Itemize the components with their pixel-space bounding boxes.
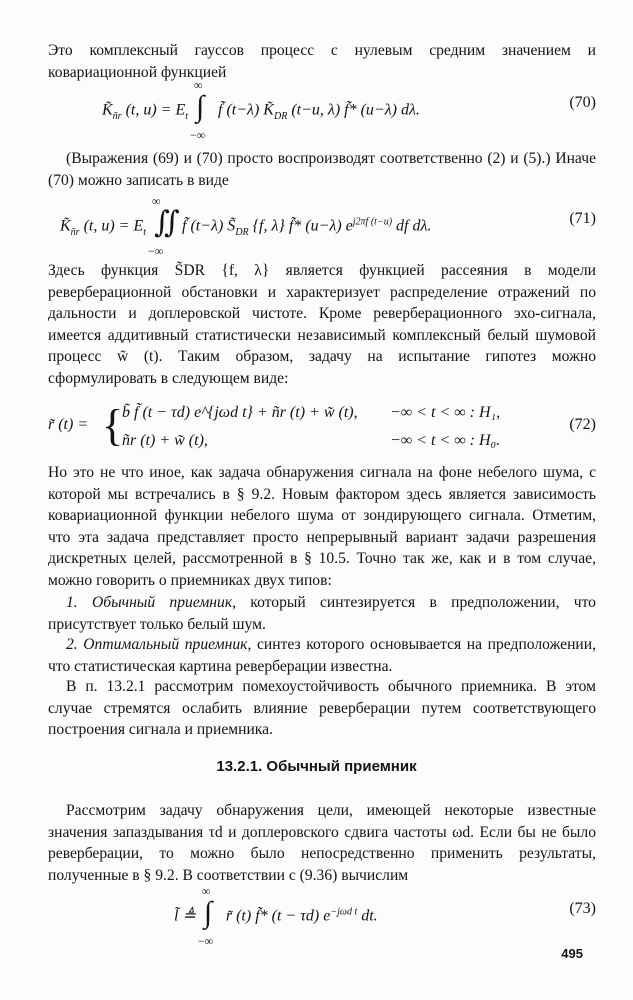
eq73-number: (73) [569, 900, 596, 917]
eq71-double-integral: ∞ ∬ −∞ [148, 194, 180, 258]
eq71-sdr-sub: DR [235, 226, 249, 238]
paragraph-scattering: Здесь функция S̃DR {f, λ} является функцией рассеяния в модели реверберационной обстановки и характеризует распределение отражений по дальности и доплеровской чистоте. Кроме реверберационного эхо-сигнала, имеется аддитивный статистически независимый комплексный белый шумовой процесс w̃ (t). Таким образом, задачу на испытание гипотез можно сформулировать в следующем виде: [48, 262, 596, 387]
eq71-tail: df dλ. [396, 217, 432, 235]
eq72-number: (72) [569, 416, 596, 433]
eq71-body: f̃ (t−λ) S̃ [182, 217, 236, 235]
eq71-exp: j2πf (t−u) [352, 216, 393, 228]
list-item-optimal-receiver: 2. Оптимальный приемник, синтез которого основывается на предположении, что статистическая картина реверберации известна. [48, 636, 596, 675]
eq72-cond2: −∞ < t < ∞ : H₀. [390, 432, 501, 449]
eq70-lhs: K̃ [102, 101, 113, 119]
eq71-args: (t, u) = E [83, 217, 144, 235]
eq70-body2: (t−u, λ) f̃* (u−λ) dλ. [291, 101, 420, 119]
list-item-ordinary-receiver: 1. Обычный приемник, который синтезируется в предположении, что присутствует только белый шум. [48, 594, 596, 633]
paragraph-expressions: (Выражения (69) и (70) просто воспроизводят соответственно (2) и (5).) Иначе (70) можно записать в виде [48, 150, 596, 189]
paragraph-section-plan: В п. 13.2.1 рассмотрим помехоустойчивость обычного приемника. В этом случае стремятся ослабить влияние реверберации путем соответствующего построения сигнала и приемника. [48, 678, 596, 738]
paragraph-nonwhite-noise: Но это не что иное, как задача обнаружения сигнала на фоне небелого шума, с которой мы встречались в § 9.2. Новым фактором здесь является зависимость ковариационной функции небелого шума от зондирующего сигнала. Отметим, что эта задача представляет просто непрерывный вариант задачи разрешения дискретных целей, рассмотренной в § 10.5. Точно так же, как и в том случае, можно говорить о приемниках двух типов: [48, 464, 596, 589]
eq70-args: (t, u) = E [125, 101, 186, 119]
paragraph-detection-task: Рассмотрим задачу обнаружения цели, имеющей некоторые известные значения запаздывания τd и доплеровского сдвига частоты ωd. Если бы не было реверберации, то можно было непосредственно применить результаты, полученные в § 9.2. В соответствии с (9.36) вычислим [48, 802, 596, 884]
section-heading: 13.2.1. Обычный приемник [216, 758, 417, 775]
equation-72 [48, 400, 596, 458]
eq70-body: f̃ (t−λ) K̃ [218, 101, 274, 119]
eq70-integral: ∞ ∫ −∞ [190, 78, 206, 142]
eq73-exp: −jωd t [330, 906, 358, 918]
equation-71 [48, 194, 596, 258]
equation-73 [48, 884, 596, 948]
eq70-number: (70) [569, 94, 596, 111]
eq70-kdr-sub: DR [273, 110, 288, 122]
eq71-lhs-sub: ñr [70, 226, 80, 238]
eq72-case2: ñr (t) + w̃ (t), [122, 432, 208, 449]
eq71-et-sub: t [143, 226, 147, 238]
equation-70 [48, 78, 596, 142]
eq71-number: (71) [569, 210, 596, 227]
eq71-lhs: K̃ [60, 217, 71, 235]
paragraph-intro: Это комплексный гауссов процесс с нулевым средним значением и ковариационной функцией [48, 42, 596, 81]
eq73-integral: ∞ ∫ −∞ [197, 884, 214, 948]
eq72-brace: { [102, 401, 124, 450]
eq70-lhs-sub: ñr [112, 110, 122, 122]
eq73-tail: dt. [361, 907, 378, 925]
eq72-lhs: r̃ (t) = [48, 416, 89, 433]
eq72-cond1: −∞ < t < ∞ : H₁, [390, 404, 501, 421]
eq73-lhs: l̃ ≜ [174, 907, 196, 925]
eq73-body: r̃ (t) f̃* (t − τd) e [225, 907, 331, 925]
eq71-body2: {f, λ} f̃* (u−λ) e [252, 217, 353, 235]
page-number: 495 [561, 946, 583, 961]
eq70-et-sub: t [185, 110, 189, 122]
eq72-case1: b̃ f̃ (t − τd) e^{jωd t} + ñr (t) + w̃ (t), [122, 404, 358, 421]
